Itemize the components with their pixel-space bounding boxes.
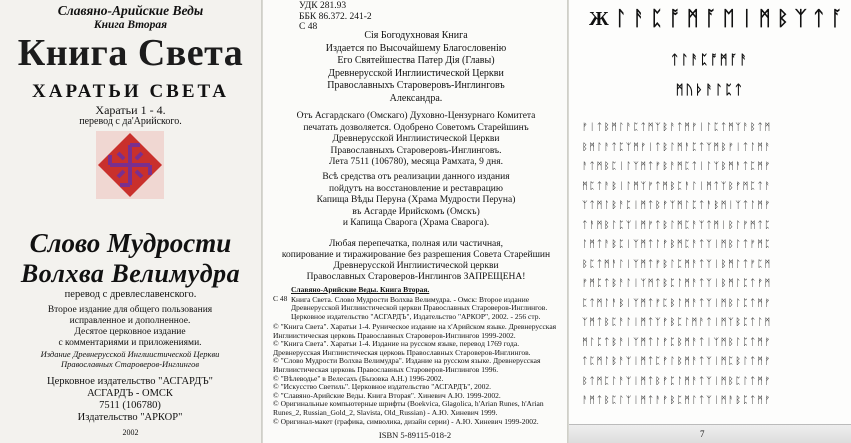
publisher-line: Издание Древнерусской Инглиистической Церкви [40,349,220,359]
cover-page [0,0,262,443]
word-title: Слово Мудрости [29,228,232,258]
rights-line: Древнерусской Инглиистической церкви [333,261,499,271]
classification-codes [299,1,372,33]
volhva-title: Волхва Велимудра [20,259,241,288]
runic-line: ᛒᛈᛏᛗᚨᛚᛁᛉᛗᛏᚠᛒᛚᛈᛗᚨᛏᛉᛁᛒᛗᛚᛏᚠᛈᛗ [582,258,772,270]
runic-line: ᛚᛗᛏᚨᛒᛈᛁᛉᛗᛏᛚᚠᛒᛗᛈᚨᛏᛉᛁᛗᛒᛚᛏᚠᛗᛈ [582,239,772,250]
edition-note [10,305,250,349]
isbn: ISBN 5-89115-018-2 [378,430,452,440]
press-line: Издательство "АРКОР" [77,412,183,423]
bbk-line: ББК 86.372. 241-2 [299,11,372,22]
copyright-line: © "Слово Мудрости Волхва Велимудра". Издание на русском языке. Древнерусская Инглиистическая церковь Православных Староверов-Инглингов 1996. [273,356,541,374]
runic-line: ᛗᛚᛈᛏᛒᚨᛁᛉᛗᛏᛚᚠᛈᛒᛗᚨᛏᛁᛉᛗᛒᛚᛈᛏᛗᚠ [582,336,772,348]
series-title: Славяно-Арийские Веды [57,3,204,18]
edition-line: исправленное и дополненное. [69,316,191,326]
blessing-line: Издается по Высочайшему Благословенію [325,42,507,54]
page-number: 7 [700,429,705,439]
code-line: С 48 [299,22,318,32]
rights-line: Любая перепечатка, полная или частичная, [328,239,504,249]
runic-heading: Жᛚᚨᛈᚩᛗᚪᛖᛁᛗᛒᛉᛏᚪ [589,8,849,30]
catalog-head: Славяно-Арийские Веды. Книга Вторая. [291,285,430,294]
runic-line: ᛏᛈᛗᛚᛒᚨᛉᛁᛗᛏᛈᚠᛚᛒᛗᚨᛏᛉᛁᛗᛈᛒᛚᛏᛗᚠ [582,356,772,367]
blessing-line: Древнерусской Инглиистической Церкви [328,67,504,79]
press-line: АСГАРДЪ - ОМСК [87,388,173,399]
udk-line: УДК 281.93 [299,1,347,11]
approval-line: Православныхъ Староверовъ-Инглинговъ. [330,145,502,156]
copyright-block [273,323,561,426]
catalog-text: Книга Света. Слово Мудрости Волхва Велимудра. - Омск: Второе издание Древнерусской Инглиистической церкви Православных Староверов-Инглингов. Церковное издательство "АСГАРДЪ", Издательство "АРКОР", 2002. - 256 стр. [291,294,548,321]
runic-line: ᛈᛏᛗᛚᚨᛒᛁᛉᛗᛏᚠᛈᛒᛚᛗᚨᛏᛉᛁᛗᛒᛚᛈᛏᛗᚠ [582,297,772,309]
blessing-line: Его Святейшества Патер Дія (Главы) [337,55,495,66]
book-subtitle: ХАРАТЬИ СВЕТА [32,81,229,102]
rights-block [271,239,561,283]
proceeds-line: въ Асгарде Ирийскомъ (Омскъ) [352,206,480,217]
translation-note: перевод с да'Арийского. [79,116,182,127]
publication-year: 2002 [122,428,139,437]
press-line: Церковное издательство "АСГАРДЪ" [47,376,213,387]
proceeds-block [271,172,561,230]
approval-line: Лета 7511 (106780), месяца Рамхата, 9 дня. [329,157,503,167]
edition-line: Десятое церковное издание [74,327,186,337]
rights-line: копирование и тиражирование без разрешения Совета Старейшин [281,250,551,260]
runic-text-page [568,0,851,443]
proceeds-line: и Капища Сварога (Храма Сварога). [342,218,490,228]
runic-line: ᚨᛗᛏᛒᛈᛚᛉᛁᛗᛏᚨᚠᛒᛈᛗᛚᛏᛉᛁᛗᚨᛒᛈᛏᛗᚠ [582,395,772,406]
approval-block [271,111,561,169]
runic-text-body [582,118,844,411]
proceeds-line: Всѣ средства отъ реализации данного издания [322,172,510,182]
swastika-emblem-icon [96,131,164,199]
page-edge [569,424,851,443]
runic-line: ᛉᛗᛏᛒᛈᚨᛚᛁᛗᛏᛉᚠᛒᛈᛚᛗᚨᛏᛁᛗᛉᛒᛈᛏᛚᛗ [582,317,772,328]
blessing-line: Православныхъ Староверовъ-Инглинговъ [327,80,505,91]
copyright-line: © "Вѣлеводье" в Велесахъ (Бызовка А.Н.) 1996-2002. [273,373,444,383]
press-info [10,376,250,424]
runic-line: ᛒᛏᛗᛈᛚᚨᛉᛁᛗᛏᛒᚠᛈᛚᛗᚨᛏᛉᛁᛗᛒᛈᛚᛏᛗᚠ [582,375,772,387]
runic-subheading-2: ᛗᚢᚦᚨᛚᛈᛏ [675,82,745,97]
book-title: Книга Света [17,32,244,74]
runic-line: ᛉᛏᛗᛚᛒᚨᛈᛁᛗᛏᛒᚠᛉᛗᛚᛈᛏᚨᛒᛗᛁᛉᛏᛚᛗᚠ [582,200,772,211]
imprint-page [262,0,568,443]
copyright-line: © Оригинальные компьютерные шрифты (Boekvica, Glagolica, h'Arian Runes, h'Arian Runes_2, Russian_Gold_2, Slavista, Old_Russian) - А.Ю. Хиневич 1999. [273,399,544,417]
edition-line: Второе издание для общего пользования [47,305,213,315]
proceeds-line: Капища Вѣды Перуна (Храма Мудрости Перуна) [316,195,516,205]
proceeds-line: пойдутъ на восстановление и реставрацию [329,183,503,194]
charati-range: Харатьи 1 - 4. [95,103,166,117]
approval-line: печатать дозволяется. Одобрено Советомъ Старейшинъ [303,122,529,133]
edition-line: с комментариями и приложениями. [58,338,202,348]
approval-line: Отъ Асгардскаго (Омскаго) Духовно-Цензурнаго Комитета [296,111,536,121]
runic-line: ᚨᛏᛗᛒᛈᛁᛚᛉᛗᛏᚠᛒᚨᛗᛈᛏᛁᛚᛉᛒᛗᚨᛏᛈᛗᚠ [582,161,772,172]
book-number: Книга Вторая [93,19,168,31]
catalog-code: С 48 [273,294,288,303]
translation-source: перевод с древлеславенского. [64,289,197,300]
copyright-line: © "Искусство Светиль". Церковное издательство "АСГАРДЪ", 2002. [273,382,491,392]
press-line: 7511 (106780) [99,400,161,411]
copyright-line: © "Славяно-Арийские Веды. Книга Вторая". Хиневич А.Ю. 1999-2002. [273,390,501,400]
runic-line: ᛗᛈᛏᚨᛒᛁᛚᛗᛉᚠᛏᛗᛒᛈᚨᛚᛁᛗᛏᛉᛒᚠᛗᛈᛏᚨ [582,180,772,192]
runic-line: ᛒᛗᛚᚨᛏᛈᛉᛗᚠᛁᛏᛒᛚᛗᚨᛈᛏᛉᛗᛒᚠᛁᛏᛚᛗᚨ [582,141,772,153]
runic-line: ᛏᚨᛗᛒᛚᛈᛉᛁᛗᚠᛏᛒᛚᛗᛈᚨᛉᛏᛗᛁᛒᛚᚠᛗᛏᛈ [582,219,772,231]
copyright-line: © "Книга Света". Харатьи 1-4. Издание на русском языке, перевод 1769 года. Древнерусская Инглиистическая церковь Православных Староверов-Инглингов. [273,339,531,357]
copyright-line: © "Книга Света". Харатьи 1-4. Руническое издание на х'Арийском языке. Древнерусская Инглиистическая церковь Православных Староверов-Инглингов 1999-2002. [273,322,557,340]
runic-line: ᚠᛁᛏᛒᛗᛚᚨᛈᛏᛗᛉᛒᚨᛏᛗᚠᛁᛚᛈᛏᛗᛉᚨᛒᛏᛗ [582,122,772,133]
publisher-note [10,349,250,369]
copyright-line: © Оригинал-макет (графика, символика, дизайн серии) - А.Ю. Хиневич 1999-2002. [273,416,539,426]
blessing-block [273,30,559,105]
blessing-line: Сія Богодухновая Книга [364,30,468,41]
runic-line: ᚠᛗᛈᛏᛒᚨᛚᛁᛉᛗᛏᛒᛈᛚᛗᚨᛏᛉᛁᛒᛗᛚᛈᛏᚠᛗ [582,278,772,289]
publisher-line: Православных Староверов-Инглингов [60,359,200,369]
runic-subheading: ᛏᛚᚨᛈᚩᛗᚪᚨ [670,52,750,67]
rights-line: Православных Староверов-Инглингов ЗАПРЕЩЕНА! [306,272,526,282]
catalog-entry [273,286,561,321]
approval-line: Древнерусской Инглиистической Церкви [332,134,500,144]
blessing-line: Александра. [389,92,443,104]
